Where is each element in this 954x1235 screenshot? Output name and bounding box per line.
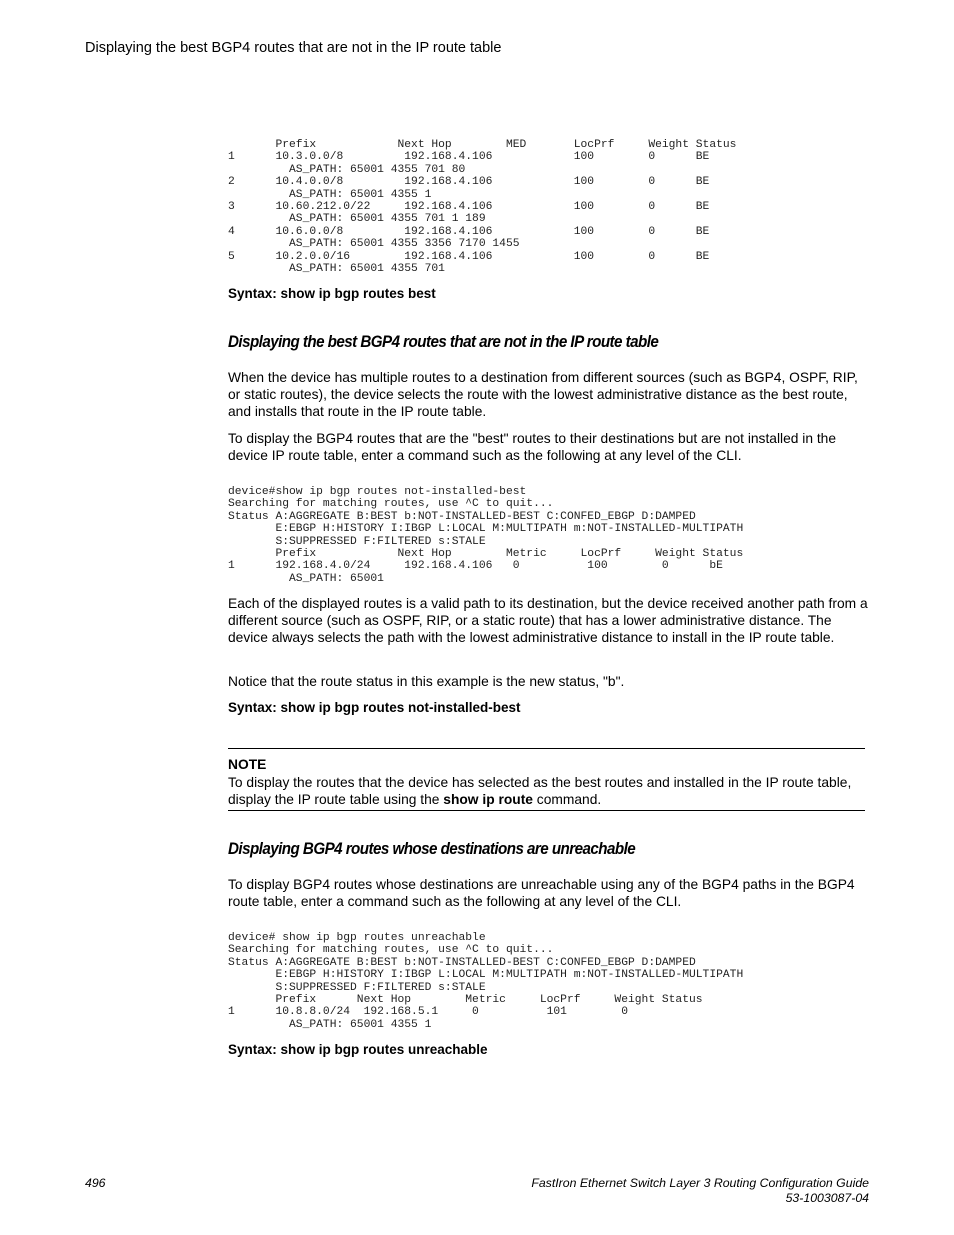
page-number: 496 [85, 1176, 106, 1190]
code-block-unreachable: device# show ip bgp routes unreachable Searching for matching routes, use ^C to quit... Status A:AGGREGATE B:BEST b:NOT-INSTALLED-BEST C:CONFED_EBGP D:DAMPED E:EBGP H:HISTORY I:IBGP L:LOCAL M:MULTIPATH m:NOT-INSTALLED-MULTIPATH S:SUPPRESSED F:FILTERED s:STALE Prefix Next Hop Metric LocPrf Weight Status 1 10.8.8.0/24 192.168.5.1 0 101 0 AS_PATH: 65001 4355 1 [228, 932, 744, 1031]
paragraph-display-best: To display the BGP4 routes that are the "best" routes to their destinations but are not installed in the device IP route table, enter a command such as the following at any level of the CLI. [228, 431, 837, 464]
note-text [228, 774, 868, 808]
syntax-not-installed: Syntax: show ip bgp routes not-installed-best [228, 700, 521, 715]
syntax-best: Syntax: show ip bgp routes best [228, 286, 436, 301]
note-text-after: command. [532, 792, 602, 808]
section-heading-not-installed: Displaying the best BGP4 routes that are not in the IP route table [228, 333, 659, 351]
paragraph-unreachable: To display BGP4 routes whose destinations are unreachable using any of the BGP4 paths in the BGP4 route table, enter a command such as the following at any level of the CLI. [228, 877, 855, 910]
paragraph-route-status: Notice that the route status in this example is the new status, "b". [228, 674, 625, 689]
code-block-best-routes: Prefix Next Hop MED LocPrf Weight Status 1 10.3.0.0/8 192.168.4.106 100 0 BE AS_PATH: 65001 4355 701 80 2 10.4.0.0/8 192.168.4.106 100 0 BE AS_PATH: 65001 4355 1 3 10.60.212.0/22 192.168.4.106 100 0 BE AS_PATH: 65001 4355 701 1 189 4 10.6.0.0/8 192.168.4.106 100 0 BE AS_PATH: 65001 4355 3356 7170 1455 5 10.2.0.0/16 192.168.4.106 100 0 BE AS_PATH: 65001 4355 701 [228, 139, 737, 276]
footer-guide-title: FastIron Ethernet Switch Layer 3 Routing Configuration Guide [531, 1176, 869, 1190]
note-text-before: To display the routes that the device has selected as the best routes and installed in the IP route table, display the IP route table using the [228, 775, 852, 808]
code-block-not-installed: device#show ip bgp routes not-installed-best Searching for matching routes, use ^C to quit... Status A:AGGREGATE B:BEST b:NOT-INSTALLED-BEST C:CONFED_EBGP D:DAMPED E:EBGP H:HISTORY I:IBGP L:LOCAL M:MULTIPATH m:NOT-INSTALLED-MULTIPATH S:SUPPRESSED F:FILTERED s:STALE Prefix Next Hop Metric LocPrf Weight Status 1 192.168.4.0/24 192.168.4.106 0 100 0 bE AS_PATH: 65001 [228, 486, 744, 585]
note-top-rule [228, 748, 865, 749]
paragraph-valid-path: Each of the displayed routes is a valid path to its destination, but the device received another path from a different source (such as OSPF, RIP, or a static route) that has a lower administrative distance. The device always selects the path with the lowest administrative distance to install in the IP route table. [228, 596, 868, 646]
note-title: NOTE [228, 757, 267, 772]
note-command: show ip route [443, 792, 533, 808]
section-heading-unreachable: Displaying BGP4 routes whose destinations are unreachable [228, 840, 636, 858]
running-header: Displaying the best BGP4 routes that are not in the IP route table [85, 40, 502, 56]
note-bottom-rule [228, 810, 865, 811]
paragraph-multiple-routes: When the device has multiple routes to a destination from different sources (such as BGP4, OSPF, RIP, or static routes), the device selects the route with the lowest administrative distance as the best route, and installs that route in the IP route table. [228, 370, 858, 420]
footer-doc-number: 53-1003087-04 [785, 1191, 869, 1205]
syntax-unreachable: Syntax: show ip bgp routes unreachable [228, 1042, 488, 1057]
